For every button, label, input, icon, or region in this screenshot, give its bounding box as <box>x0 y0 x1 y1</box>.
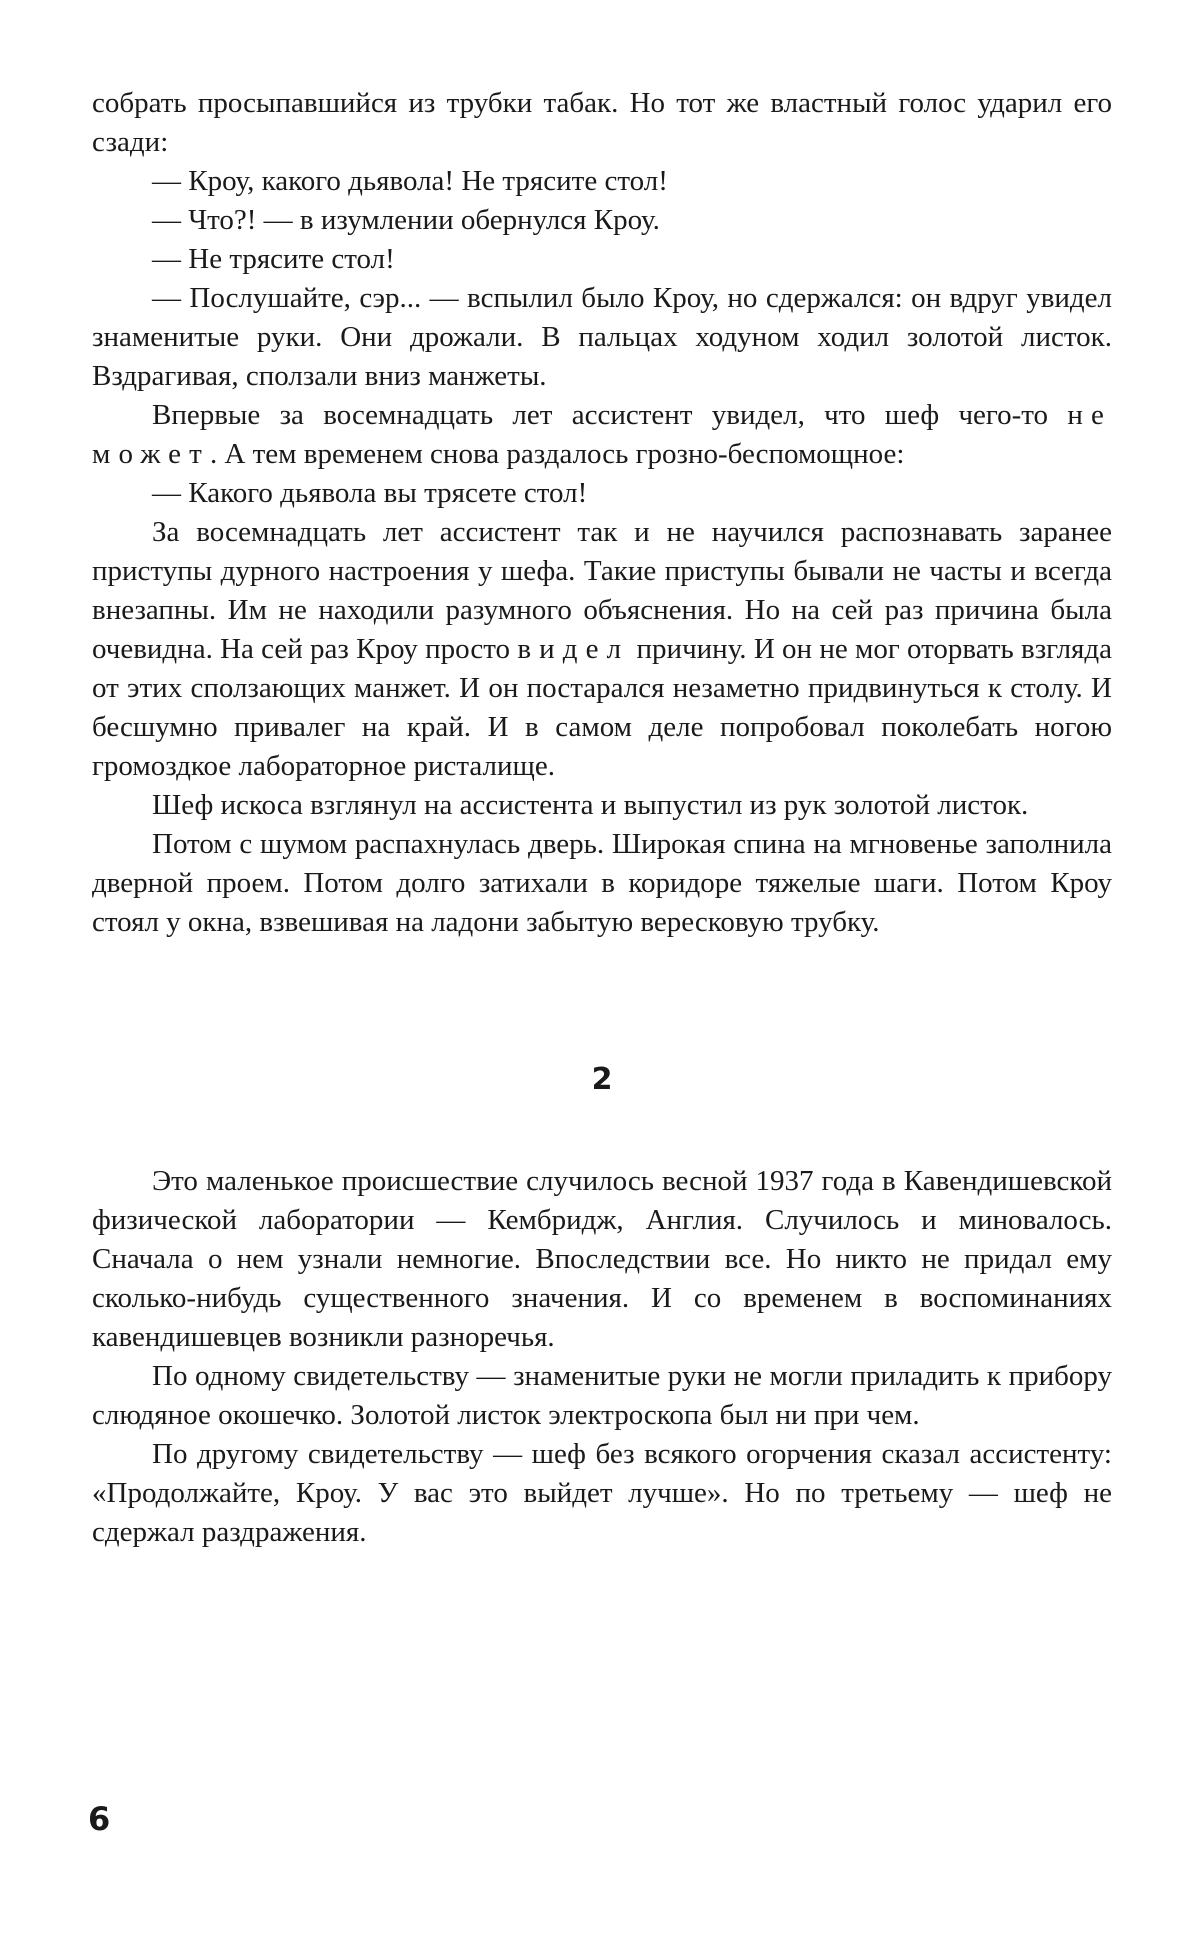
paragraph-text: Это маленькое происшествие случилось весной 1937 года в Кавендишевской физической лаборатории — Кембридж, Англия. Случилось и миновалось. Сначала о нем узнали немногие. Впоследствии все. Но никто не придал ему сколько-нибудь существенного значения. И со временем в воспоминаниях кавендишевцев возникли разноречья. <box>92 1165 1112 1353</box>
paragraph-text: . А тем временем снова раздалось грозно-беспомощное: <box>209 438 905 470</box>
paragraph <box>92 1435 1112 1552</box>
paragraph <box>92 786 1112 825</box>
paragraph-text: — Что?! — в изумлении обернулся Кроу. <box>152 204 660 236</box>
paragraph <box>92 1162 1112 1357</box>
paragraph <box>92 1357 1112 1435</box>
paragraph <box>92 513 1112 786</box>
paragraph-text: причину. И он не мог оторвать взгляда от этих сползающих манжет. И он постарался незаметно придвинуться к столу. И бесшумно привалег на край. И в самом деле попробовал поколебать ногою громоздкое лабораторное ристалище. <box>92 633 1113 782</box>
section-2-text <box>92 1162 1112 1552</box>
paragraph <box>92 162 1112 201</box>
section-number: 2 <box>591 1062 613 1097</box>
paragraph-text: — Послушайте, сэр... — вспылил было Кроу, но сдержался: он вдруг увидел знаменитые руки. Они дрожали. В пальцах ходуном ходил золотой листок. Вздрагивая, сползали вниз манжеты. <box>92 282 1112 392</box>
paragraph-text: собрать просыпавшийся из трубки табак. Но тот же властный голос ударил его сзади: <box>92 87 1112 158</box>
paragraph-text: Шеф искоса взглянул на ассистента и выпустил из рук золотой листок. <box>152 789 1029 821</box>
paragraph-text: Впервые за восемнадцать лет ассистент увидел, что шеф чего-то <box>152 399 1068 431</box>
page-number: 6 <box>88 1800 111 1838</box>
paragraph <box>92 474 1112 513</box>
paragraph-text: — Какого дьявола вы трясете стол! <box>152 477 588 509</box>
paragraph <box>92 825 1112 942</box>
section-1-text <box>92 84 1112 942</box>
paragraph <box>92 279 1112 396</box>
paragraph <box>92 396 1112 474</box>
paragraph-text: — Не трясите стол! <box>152 243 395 275</box>
paragraph-text: — Кроу, какого дьявола! Не трясите стол! <box>152 165 668 197</box>
paragraph <box>92 84 1112 162</box>
paragraph-text: Потом с шумом распахнулась дверь. Широкая спина на мгновенье заполнила дверной проем. Потом долго затихали в коридоре тяжелые шаги. Потом Кроу стоял у окна, взвешивая на ладони забытую вересковую трубку. <box>92 828 1112 938</box>
paragraph <box>92 240 1112 279</box>
paragraph-text: По одному свидетельству — знаменитые руки не могли приладить к прибору слюдяное окошечко. Золотой листок электроскопа был ни при чем. <box>92 1360 1112 1431</box>
paragraph-text: По другому свидетельству — шеф без всякого огорчения сказал ассистенту: «Продолжайте, Кроу. У вас это выйдет лучше». Но по третьему — шеф не сдержал раздражения. <box>92 1438 1112 1548</box>
spaced-emphasis: видел <box>517 633 630 665</box>
paragraph <box>92 201 1112 240</box>
paragraph-text: За восемнадцать лет ассистент так и не научился распознавать заранее приступы дурного настроения у шефа. Такие приступы бывали не часты и всегда внезапны. Им не находили разумного объяснения. Но на сей раз причина была очевидна. На сей раз Кроу просто <box>92 516 1112 665</box>
spaced-emphasis: не может <box>92 399 1112 470</box>
